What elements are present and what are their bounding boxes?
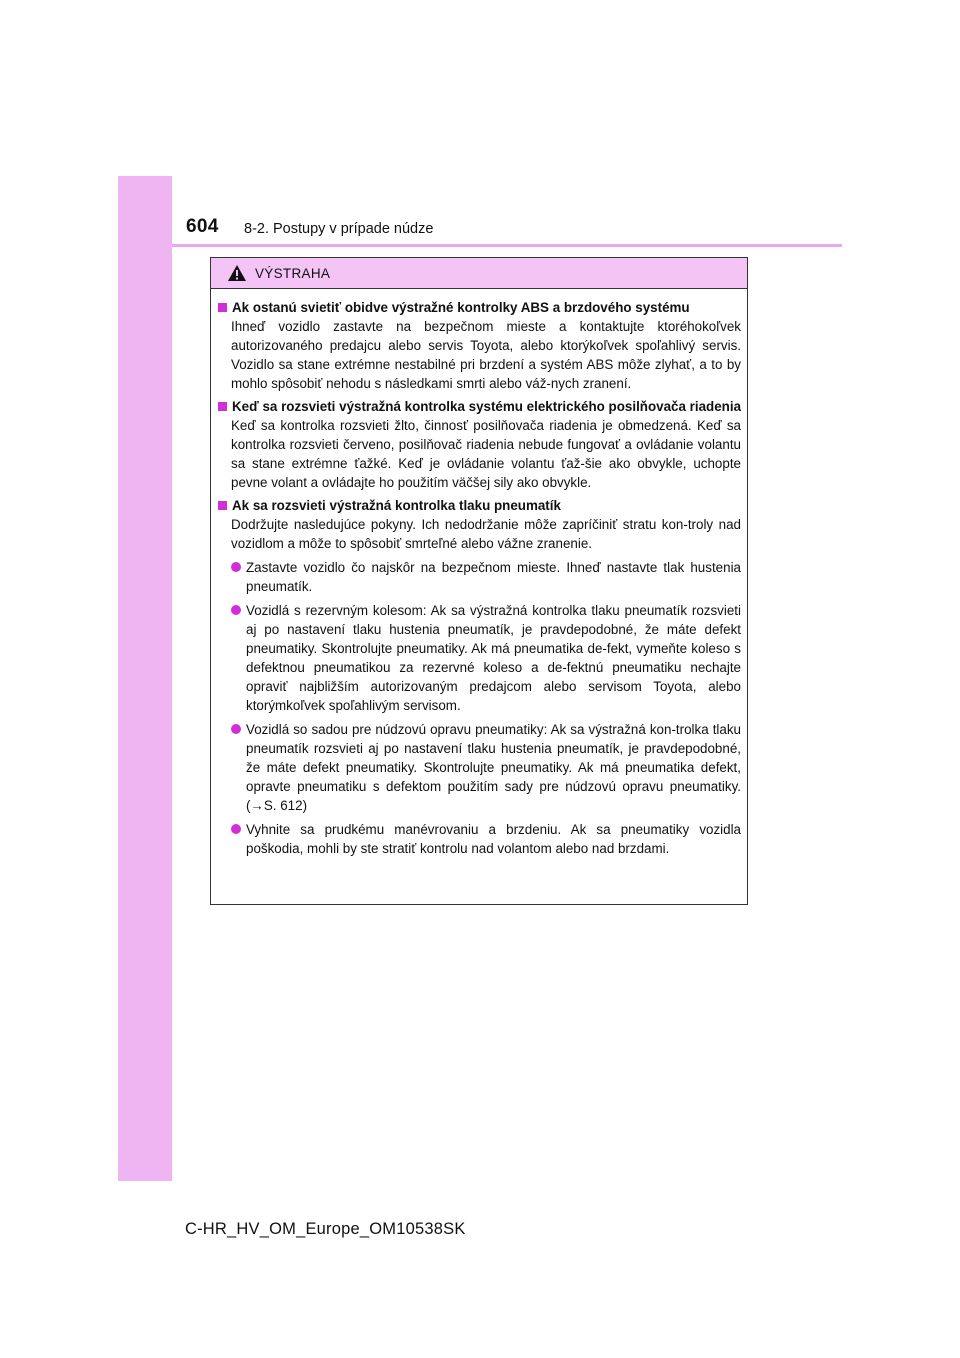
item-title: Keď sa rozsvieti výstražná kontrolka systému elektrického posilňovača riadenia [218, 397, 741, 416]
round-bullet-icon [231, 824, 241, 834]
round-bullet-icon [231, 724, 241, 734]
section-title: 8-2. Postupy v prípade núdze [244, 221, 434, 237]
round-bullet-icon [231, 605, 241, 615]
warning-box [210, 257, 748, 905]
sub-item: Vozidlá so sadou pre núdzovú opravu pneumatiky: Ak sa výstražná kon-trolka tlaku pneumatík rozsvieti aj po nastavení tlaku hustenia pneumatík, je pravdepodobné, že máte defekt pneumatiky. Skontrolujte pneumatiky. Ak má pneumatika defekt, opravte pneumatiku s defektom použitím sady pre núdzovú opravu pneumatiky. (→S. 612) [231, 720, 741, 815]
warning-item-tire-pressure [218, 496, 741, 858]
side-tab [118, 176, 172, 1181]
square-bullet-icon [218, 501, 227, 510]
square-bullet-icon [218, 303, 227, 312]
sub-item: Vozidlá s rezervným kolesom: Ak sa výstražná kontrolka tlaku pneumatík rozsvieti aj po nastavení tlaku hustenia pneumatík, je pravdepodobné, že máte defekt pneumatiky. Skontrolujte pneumatiky. Ak má pneumatika de-fekt, vymeňte koleso s defektnou pneumatikou za rezervné koleso a de-fektnú pneumatiku nechajte opraviť najbližším autorizovaným predajcom alebo servisom Toyota, alebo ktorýmkoľvek spoľahlivým servisom. [231, 601, 741, 715]
sub-item: Zastavte vozidlo čo najskôr na bezpečnom mieste. Ihneď nastavte tlak hustenia pneumatík. [231, 558, 741, 596]
warning-body [211, 289, 747, 858]
page-number: 604 [186, 216, 219, 237]
warning-label: VÝSTRAHA [255, 265, 331, 281]
header-divider [172, 244, 842, 247]
item-text: Ihneď vozidlo zastavte na bezpečnom mieste a kontaktujte ktoréhokoľvek autorizovaného predajcu alebo servis Toyota, alebo ktorýkoľvek spoľahlivý servis. Vozidlo sa stane extrémne nestabilné pri brzdení a systém ABS môže zlyhať, a to by mohlo spôsobiť nehodu s následkami smrti alebo váž-nych zranení. [231, 319, 741, 391]
warning-item-abs [218, 298, 741, 393]
document-code: C-HR_HV_OM_Europe_OM10538SK [185, 1220, 466, 1238]
warning-triangle-icon [227, 264, 247, 282]
item-title: Ak sa rozsvieti výstražná kontrolka tlaku pneumatík [218, 496, 741, 515]
warning-item-power-steering [218, 397, 741, 492]
sub-item: Vyhnite sa prudkému manévrovaniu a brzdeniu. Ak sa pneumatiky vozidla poškodia, mohli by ste stratiť kontrolu nad volantom alebo nad brzdami. [231, 820, 741, 858]
item-text: Keď sa kontrolka rozsvieti žlto, činnosť posilňovača riadenia je obmedzená. Keď sa kontrolka rozsvieti červeno, posilňovač riadenia nebude fungovať a ovládanie volantu sa stane extrémne ťažké. Keď je ovládanie volantu ťaž-šie ako obvykle, uchopte pevne volant a ovládajte ho použitím väčšej sily ako obvykle. [231, 418, 741, 490]
item-text: Dodržujte nasledujúce pokyny. Ich nedodržanie môže zapríčiniť stratu kon-troly nad vozidlom a môže to spôsobiť smrteľné alebo vážne zranenie. [231, 517, 741, 551]
warning-header [211, 258, 747, 289]
round-bullet-icon [231, 562, 241, 572]
square-bullet-icon [218, 402, 227, 411]
item-title: Ak ostanú svietiť obidve výstražné kontrolky ABS a brzdového systému [218, 298, 741, 317]
